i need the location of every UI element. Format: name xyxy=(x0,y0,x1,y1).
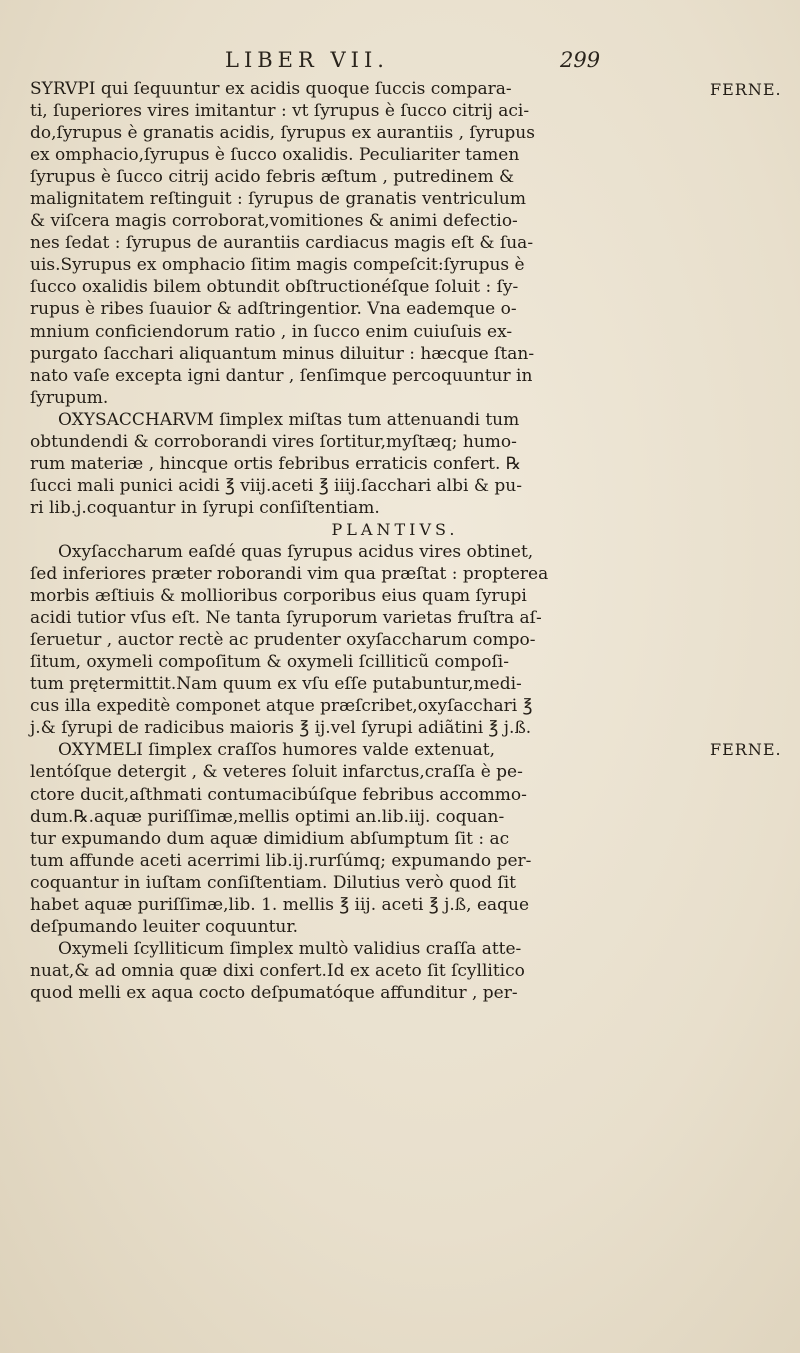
running-title: LIBER VII. xyxy=(225,48,389,72)
text-line: ſyrupum. xyxy=(30,387,109,408)
text-line: ſitum, oxymeli compoſitum & oxymeli ſcilliticũ compoſi- xyxy=(30,652,509,673)
text-line: tum affunde aceti acerrimi lib.ij.rurſúmq; expumando per- xyxy=(30,850,532,871)
text-line: obtundendi & corroborandi vires ſortitur,myſtæq; humo- xyxy=(30,431,517,452)
text-line: deſpumando leuiter coquuntur. xyxy=(30,916,299,937)
text-line: lentóſque detergit , & veteres ſoluit infarctus,craſſa è pe- xyxy=(30,762,523,783)
text-line: rum materiæ , hincque ortis febribus erraticis confert. ℞ xyxy=(30,453,522,474)
text-line: Oxymeli ſcylliticum ſimplex multò validius craſſa atte- xyxy=(58,938,522,959)
text-line: rupus è ribes ſuauior & adſtringentior. Vna eademque o- xyxy=(30,299,517,320)
section-heading: PLANTIVS. xyxy=(331,519,459,539)
text-line: j.& ſyrupi de radicibus maioris ℥ ij.vel ſyrupi adiãtini ℥ j.ß. xyxy=(30,718,532,739)
text-line: tur expumando dum aquæ dimidium abſumptum ſit : ac xyxy=(30,828,510,849)
text-line: malignitatem reſtinguit : ſyrupus de granatis ventriculum xyxy=(30,189,526,210)
text-line: nes ſedat : ſyrupus de aurantiis cardiacus magis eſt & ſua- xyxy=(30,233,534,254)
text-line: ti, ſuperiores vires imitantur : vt ſyrupus è ſucco citrij aci- xyxy=(30,101,530,122)
page-number: 299 xyxy=(560,48,601,72)
text-line: OXYSACCHARVM ſimplex miſtas tum attenuandi tum xyxy=(58,409,520,430)
text-line: quod melli ex aqua coctо deſpumatóque affunditur , per- xyxy=(30,982,518,1003)
text-line: SYRVPI qui ſequuntur ex acidis quoque ſuccis compara- xyxy=(30,79,512,99)
text-line: purgato ſacchari aliquantum minus diluitur : hæcque ſtan- xyxy=(30,343,535,364)
margin-note-ferne-2: FERNE. xyxy=(710,740,782,759)
margin-note-ferne-1: FERNE. xyxy=(710,80,782,99)
text-line: ſucco oxalidis bilem obtundit obſtructionéſque ſoluit : ſy- xyxy=(30,277,519,298)
text-line: ſed inferiores præter roborandi vim qua præſtat : propterea xyxy=(30,564,549,585)
text-line: uis.Syrupus ex omphacio ſitim magis compeſcit:ſyrupus è xyxy=(30,255,525,276)
body-text xyxy=(30,78,760,1004)
text-line: ſucci mali punici acidi ℥ viij.aceti ℥ iiij.ſacchari albi & pu- xyxy=(30,475,522,496)
text-line: tum prętermittit.Nam quum ex vſu eſſe putabuntur,medi- xyxy=(30,674,522,695)
text-line: acidi tutior vſus eſt. Ne tanta ſyruporum varietas fruſtra aſ- xyxy=(30,608,542,629)
text-line: ſeruetur , auctor rectè ac prudenter oxyſaccharum compo- xyxy=(30,630,536,651)
text-line: do,ſyrupus è granatis acidis, ſyrupus ex aurantiis , ſyrupus xyxy=(30,123,535,144)
text-line: Oxyſaccharum eaſdé quas ſyrupus acidus vires obtinet, xyxy=(58,541,534,562)
text-line: ctore ducit,aſthmati contumacibúſque febribus accommo- xyxy=(30,784,527,805)
text-line: habet aquæ puriſſimæ,lib. 1. mellis ℥ iij. aceti ℥ j.ß, eaque xyxy=(30,894,530,915)
text-line: mnium conficiendorum ratio , in ſucco enim cuiuſuis ex- xyxy=(30,321,513,342)
text-line: ri lib.j.coquantur in ſyrupi conſiſtentiam. xyxy=(30,497,380,518)
text-line: OXYMELI ſimplex craſſos humores valde extenuat, xyxy=(58,740,496,761)
text-line: ex omphacio,ſyrupus è ſucco oxalidis. Peculiariter tamen xyxy=(30,145,520,166)
text-line: dum.℞.aquæ puriſſimæ,mellis optimi an.lib.iij. coquan- xyxy=(30,806,505,827)
text-line: nato vaſe excepta igni dantur , ſenſimque percoquuntur in xyxy=(30,365,533,386)
text-line: coquantur in iuſtam conſiſtentiam. Dilutius verò quod ſit xyxy=(30,872,516,893)
text-line: cus illa expeditè componet atque præſcribet,oxyſacchari ℥ xyxy=(30,696,533,717)
text-line: & viſcera magis corroborat,vomitiones & animi defectio- xyxy=(30,211,518,232)
text-line: morbis æſtiuis & mollioribus corporibus eius quam ſyrupi xyxy=(30,586,527,607)
text-line: nuat,& ad omnia quæ dixi confert.Id ex aceto ſit ſcyllitico xyxy=(30,960,525,981)
text-line: ſyrupus è ſucco citrij acido febris æſtum , putredinem & xyxy=(30,167,515,188)
